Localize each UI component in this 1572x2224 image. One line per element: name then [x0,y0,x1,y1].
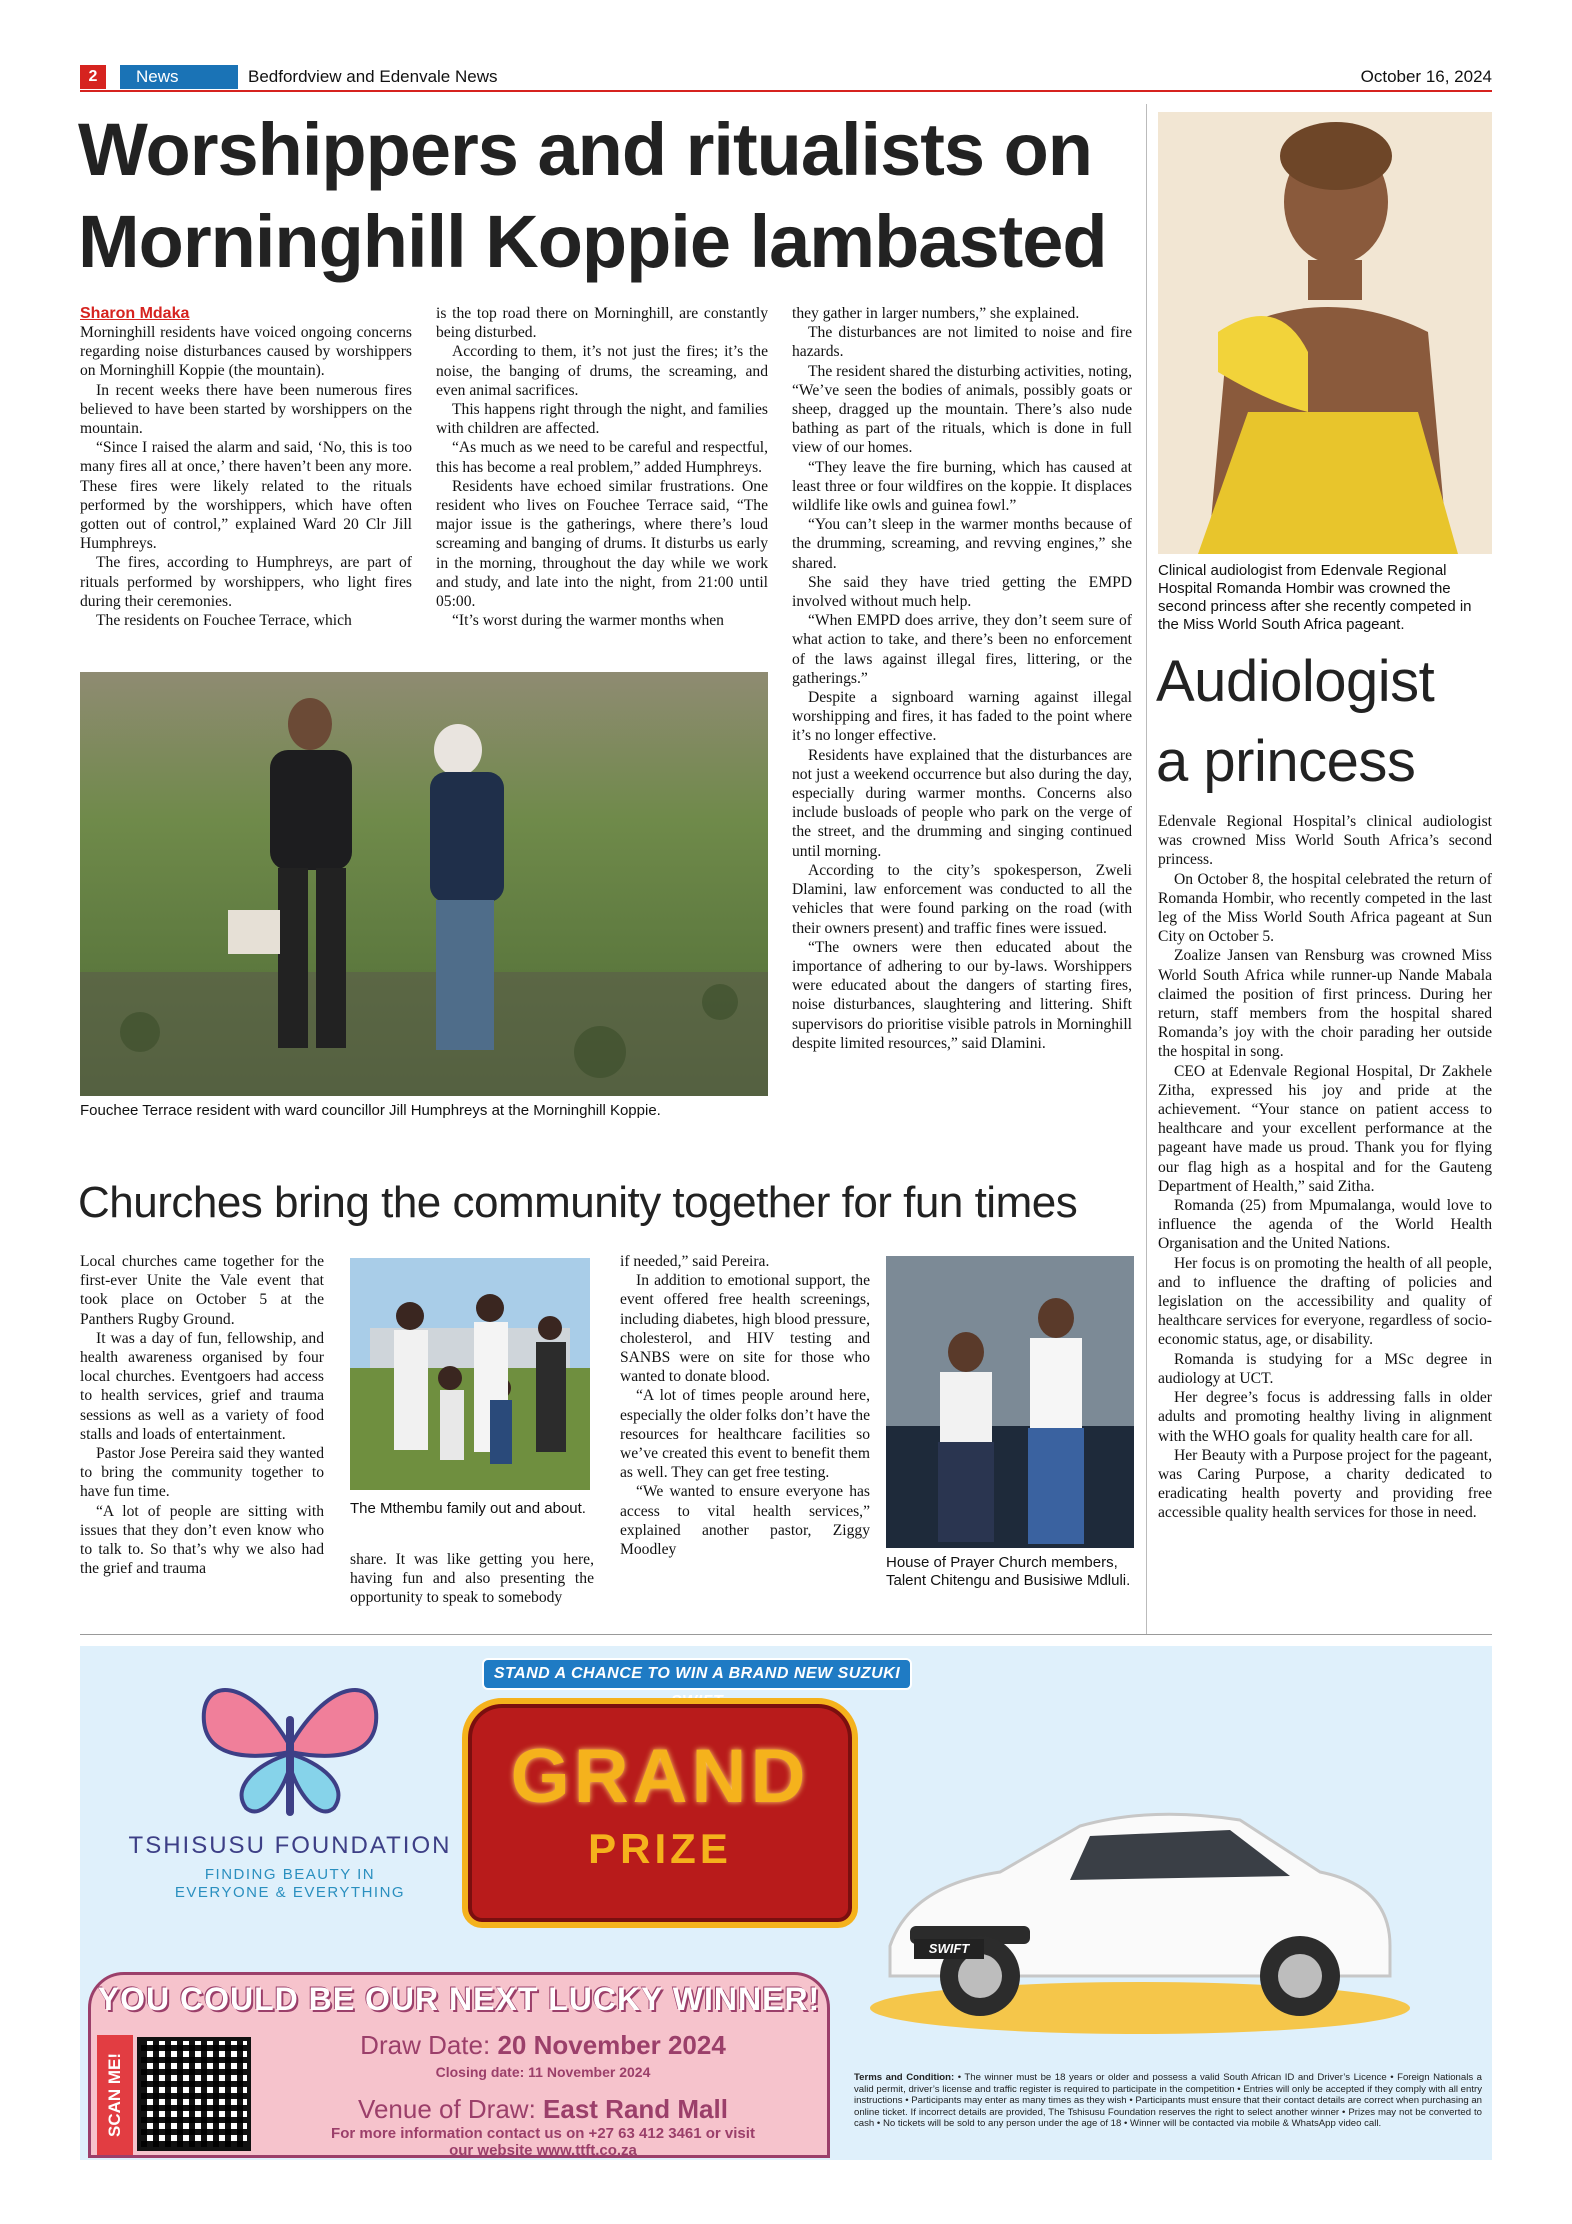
churches-col3-para: “We wanted to ensure everyone has access to vital health services,” explained another pastor, Ziggy Moodley [620,1483,870,1559]
side-story-body [1158,812,1492,1523]
lead-col2-para: This happens right through the night, and families with children are affected. [436,401,768,438]
side-para: On October 8, the hospital celebrated the return of Romanda Hombir, who recently competed in the last leg of the Miss World South Africa pageant at Sun City on October 5. [1158,870,1492,946]
grand-prize-sign [462,1698,858,1928]
side-para: CEO at Edenvale Regional Hospital, Dr Zakhele Zitha, expressed his joy and pride at the achievement. “Your stance on patient access to healthcare and your excellent performance at the pageant have made us proud. Thank you for flying our flag high as a hospital and for the Gauteng Department of Health,” said Zitha. [1158,1062,1492,1195]
lead-col3-para: “When EMPD does arrive, they don’t seem sure of what action to take, and there’s been no enforcement of the laws against illegal fires, littering, or the gatherings.” [792,612,1132,687]
lead-col2-para: “As much as we need to be careful and respectful, this has become a real problem,” added Humphreys. [436,439,768,476]
lead-col1-para: “Since I raised the alarm and said, ‘No, this is too many fires all at once,’ there haven’t been any more. These fires were likely related to the rituals performed by the worshippers, which have often gotten out of control,” explained Ward 20 Clr Jill Humphreys. [80,439,412,553]
lead-col3-para: Despite a signboard warning against illegal worshipping and fires, it has faded to the point where it’s no longer effective. [792,689,1132,745]
lucky-winner-headline: YOU COULD BE OUR NEXT LUCKY WINNER! [97,1981,821,2017]
venue-value: East Rand Mall [543,2094,728,2124]
prize-text: PRIZE [588,1825,732,1872]
lead-column-1 [80,323,412,630]
side-para: Edenvale Regional Hospital’s clinical audiologist was crowned Miss World South Africa’s second princess. [1158,813,1492,869]
churches-col3-para: In addition to emotional support, the event offered free health screenings, including diabetes, high blood pressure, cholesterol, and HIV testing and SANBS were on site for those who wanted to donate blood. [620,1272,870,1386]
churches-column-2-tail: share. It was like getting you here, having fun and also presenting the opportunity to speak to somebody [350,1551,594,1607]
lead-headline-line-1: Worshippers and ritualists on [78,108,1093,191]
venue-label: Venue of Draw: [358,2094,544,2124]
closing-date: Closing date: 11 November 2024 [435,2064,651,2080]
column-divider [1146,104,1147,1634]
lead-col1-para: Morninghill residents have voiced ongoing concerns regarding noise disturbances caused by worshippers on Morninghill Koppie (the mountain). [80,324,412,380]
princess-photo-caption: Clinical audiologist from Edenvale Regional Hospital Romanda Hombir was crowned the second princess after she recently competed in the Miss World South Africa pageant. [1158,562,1472,633]
issue-date: October 16, 2024 [1360,67,1492,86]
grand-text: GRAND [510,1734,810,1819]
koppie-photo [80,672,768,1096]
koppie-photo-caption: Fouchee Terrace resident with ward councillor Jill Humphreys at the Morninghill Koppie. [80,1102,661,1119]
churches-col3-para: if needed,” said Pereira. [620,1253,770,1270]
lead-headline-line-2: Morninghill Koppie lambasted [78,200,1107,283]
terms-text: • The winner must be 18 years or older and possess a valid South African ID and Driver’s Licence • Foreign Nationals a valid permit, driver’s license and traffic register is required to participate in the competition • Entries will only be accepted if they comply with all entry instructions • Participants may enter as many times as they wish • Participants must ensure that their contact details are correct when purchasing an online ticket. If incorrect details are provided, The Tshisusu Foundation reserves the right to select another winner • Prizes may not be converted to cash • No tickets will be sold to any person under the age of 18 • Winner will be contacted via mobile & WhatsApp video call. [854,2072,1482,2130]
lead-col3-para: According to the city’s spokesperson, Zweli Dlamini, law enforcement was conducted to all the vehicles that were found parking on the road (with their owners present) and traffic fines were issued. [792,861,1132,937]
car-plate: SWIFT [914,1939,984,1959]
lead-col3-para: Residents have explained that the disturbances are not just a weekend occurrence but also during the day, especially during warmer months. Concerns also include busloads of people who park on the verge of the street, and the drumming and singing continued until morning. [792,746,1132,860]
house-of-prayer-photo [886,1256,1134,1548]
lead-col2-para: According to them, it’s not just the fires; it’s the noise, the banging of drums, the screaming, and even animal sacrifices. [436,343,768,399]
car-image-icon [850,1776,1410,2036]
side-para: Romanda (25) from Mpumalanga, would love to influence the agenda of the World Health Organisation and the United Nations. [1158,1197,1492,1253]
section-tag: News [120,65,238,89]
header-rule [80,90,1492,92]
side-headline-line-1: Audiologist [1156,649,1435,714]
foundation-tagline [120,1866,460,1902]
butterfly-logo-icon [190,1666,390,1826]
churches-col1-para: It was a day of fun, fellowship, and health awareness organised by four local churches. Eventgoers had access to health services, grief and trauma sessions as well as a variety of food stalls and loads of entertainment. [80,1329,324,1443]
lead-col2-para: is the top road there on Morninghill, are constantly being disturbed. [436,305,768,342]
lead-col1-para: The fires, according to Humphreys, are part of rituals performed by worshippers, who light fires during their ceremonies. [80,554,412,610]
tagline-line-1: FINDING BEAUTY IN [204,1866,376,1883]
competition-banner: STAND A CHANCE TO WIN A BRAND NEW SUZUKI [482,1658,912,1690]
churches-col3-para: “A lot of times people around here, especially the older folks don’t have the resources for healthcare facilities so we’ve created this event to benefit them as well. They can get free testing. [620,1387,870,1482]
churches-column-3 [620,1252,870,1559]
tagline-line-2: EVERYONE & EVERYTHING [174,1884,406,1901]
contact-line-2: our website www.ttft.co.za [449,2142,637,2159]
byline: Sharon Mdaka [80,305,190,322]
lead-col1-para: In recent weeks there have been numerous fires believed to have been started by worshippers on the mountain. [80,381,412,438]
lead-col1-para: The residents on Fouchee Terrace, which [96,612,352,630]
churches-column-1 [80,1252,324,1578]
lead-col2-para: Residents have echoed similar frustrations. One resident who lives on Fouchee Terrace said, “The major issue is the gatherings, where there’s loud screaming and banging of drums. It disturbs us early in the morning, throughout the day while we work and study, and late into the night, from 21:00 until 05:00. [436,477,768,611]
contact-line-1: For more information contact us on +27 63 412 3461 or visit [331,2125,755,2142]
side-para: Romanda is studying for a MSc degree in audiology at UCT. [1158,1350,1492,1387]
lead-col3-para: they gather in larger numbers,” she explained. [792,305,1080,322]
publication-name: Bedfordview and Edenvale News [248,67,498,86]
churches-col1-para: Local churches came together for the first-ever Unite the Vale event that took place on October 5 at the Panthers Rugby Ground. [80,1253,324,1328]
lead-col3-para: The disturbances are not limited to noise and fire hazards. [792,324,1132,361]
lead-col3-para: “The owners were then educated about the importance of adhering to our by-laws. Worshippers were educated about the dangers of starting fires, noise disturbances, slaughtering and littering. Shift supervisors do prioritise visible patrols in Morninghill despite limited resources,” said Dlamini. [792,938,1132,1052]
mthembu-photo-caption: The Mthembu family out and about. [350,1500,586,1517]
side-headline-line-2: a princess [1156,729,1416,794]
terms-label: Terms and Condition: [854,2072,955,2083]
scan-me-label: SCAN ME! [97,2035,133,2155]
side-headline [1156,642,1492,802]
churches-col1-para: “A lot of people are sitting with issues that they don’t even know who to talk to. So that’s why we also had the grief and trauma [80,1502,324,1578]
churches-col1-para: Pastor Jose Pereira said they wanted to bring the community together to have fun time. [80,1445,324,1501]
churches-headline: Churches bring the community together for fun times [78,1178,1078,1227]
lead-col3-para: The resident shared the disturbing activities, noting, “We’ve seen the bodies of animals, possibly goats or sheep, dragged up the mountain. There’s also nude bathing as part of the rituals, which is done in full view of our homes. [792,362,1132,457]
page-header [80,64,1492,92]
lead-col2-para: “It’s worst during the warmer months when [452,612,724,630]
terms-and-conditions [854,2072,1482,2130]
draw-date [259,2029,827,2061]
draw-date-label: Draw Date: [360,2030,498,2060]
tshisusu-advert [80,1646,1492,2160]
side-para: Her degree’s focus is addressing falls in older adults and promoting healthy living in alignment with the WHO goals for quality health care for all. [1158,1389,1492,1445]
lead-col3-para: “They leave the fire burning, which has caused at least three or four wildfires on the koppie. It displaces wildlife like owls and guinea fowl.” [792,458,1132,515]
page-number: 2 [80,65,106,89]
side-para: Her Beauty with a Purpose project for the pageant, was Caring Purpose, a charity dedicated to eradicating health poverty and providing free accessible quality health services for those in need. [1158,1446,1492,1522]
ad-divider [80,1634,1492,1635]
lead-column-2 [436,304,768,630]
foundation-name: TSHISUSU FOUNDATION [128,1832,452,1859]
mthembu-family-photo [350,1258,590,1490]
princess-photo [1158,112,1492,554]
contact-info [259,2125,827,2159]
lead-column-3 [792,304,1132,1053]
lead-headline [78,104,1138,288]
side-para: Zoalize Jansen van Rensburg was crowned Miss World South Africa while runner-up Nande Mabala claimed the position of first princess. During her return, staff members from the hospital shared Romanda’s joy with the choir parading her outside the hospital in song. [1158,947,1492,1061]
house-of-prayer-caption: House of Prayer Church members, Talent Chitengu and Busisiwe Mdluli. [886,1554,1131,1589]
lead-col3-para: She said they have tried getting the EMPD involved without much help. [792,573,1132,611]
draw-date-value: 20 November 2024 [497,2030,726,2060]
side-para: Her focus is on promoting the health of all people, and to influence the drafting of policies and legislation on the accessibility and quality of healthcare services for everyone, regardless of socio-economic status, age, or disability. [1158,1254,1492,1349]
qr-code-icon [137,2037,251,2151]
venue [259,2093,827,2125]
info-panel [88,1972,830,2158]
lead-col3-para: “You can’t sleep in the warmer months because of the drumming, screaming, and revving engines,” she shared. [792,516,1132,572]
